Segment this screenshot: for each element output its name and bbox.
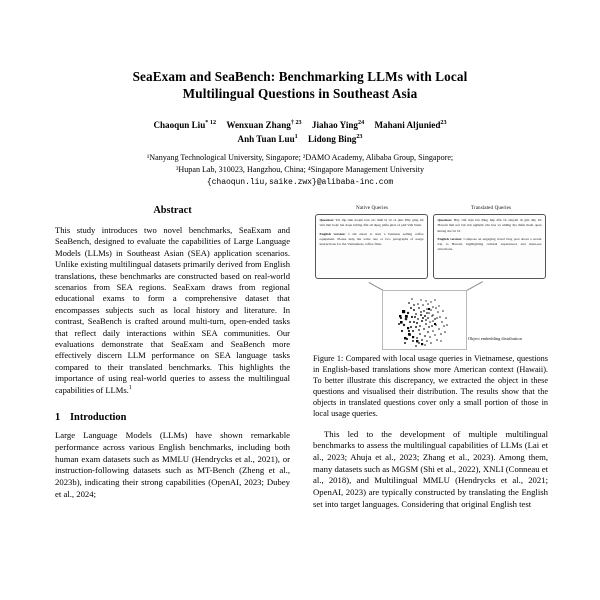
- abstract-heading: Abstract: [153, 205, 192, 216]
- right-column: [313, 205, 548, 510]
- figure-1-graphic: [313, 205, 548, 350]
- abstract-text: This study introduces two novel benchmarks, SeaExam and SeaBench, designed to evaluate the capabilities of Large Language Models (LLMs) in Southeast Asian (SEA) application scenarios. Unlike existing multilingual datasets primarily derived from English translations, these benchmarks are constructed based on real-world scenarios from SEA regions. SeaExam draws from regional educational exams to form a comprehensive dataset that encompasses subjects such as local history and literature. In contrast, SeaBench is crafted around multi-turn, open-ended tasks that reflect daily interactions within SEA communities. Our evaluations demonstrate that SeaExam and SeaBench more effectively discern LLM performance on SEA language tasks compared to their translated benchmarks. This highlights the importance of using real-world queries to assess the multilingual capabilities of LLMs.: [55, 225, 290, 395]
- figure-1-caption: [313, 354, 548, 420]
- author-name: Jiahao Ying: [311, 119, 358, 130]
- author-entry: [226, 120, 301, 130]
- section-heading-introduction: [55, 412, 290, 423]
- affiliation-line-2: ³Hupan Lab, 310023, Hangzhou, China; ⁴Singapore Management University: [175, 164, 424, 174]
- section-title: Introduction: [70, 412, 127, 424]
- author-entry: [312, 120, 364, 130]
- translated-question-label: Question:: [437, 218, 453, 222]
- abstract-body: [55, 225, 290, 396]
- author-entry: [308, 134, 362, 144]
- translated-question-text: Hãy viết một bài đăng hấp dẫn về chuyến đi gần đây tới Hawaii làm nổi bật trải nghiệm văn hóa và những địa điểm tham quan không thể bỏ lỡ.: [437, 218, 542, 233]
- author-name: Mahani Aljunied: [374, 119, 441, 130]
- paper-title-line-1: SeaExam and SeaBench: Benchmarking LLMs with Local: [132, 69, 468, 84]
- scatter-svg: [383, 291, 466, 349]
- author-affil-marks: † 23: [290, 118, 302, 126]
- author-line-1: [92, 118, 508, 132]
- abstract-footnote-marker: 1: [128, 384, 132, 391]
- author-name: Anh Tuan Luu: [237, 133, 295, 144]
- contact-email: {chaoqun.liu,saike.zwx}@alibaba-inc.com: [206, 177, 394, 187]
- translated-question: [438, 218, 542, 234]
- intro-paragraph-1: Large Language Models (LLMs) have shown remarkable performance across various English benchmarks, including both human exam datasets such as MMLU (Hendrycks et al., 2021), or instruction-following datasets such as MT-Bench (Zheng et al., 2023b), indicating their strong capabilities (OpenAI, 2023; Dubey et al., 2024;: [55, 430, 290, 499]
- native-english: [320, 232, 424, 248]
- author-line-2: [92, 132, 508, 146]
- author-entry: [238, 134, 298, 144]
- author-affil-marks: 24: [357, 118, 365, 126]
- title-block: [0, 0, 600, 188]
- abstract-paragraph: [55, 225, 290, 396]
- affiliations: [92, 152, 508, 188]
- author-entry: [153, 120, 216, 130]
- figure-1-caption-text: Compared with local usage queries in Vietnamese, questions in English-based translations show more American context (Hawaii). To better illustrate this discrepancy, we extracted the object in these questions and visualised their distribution. The results show that the objects in translated questions cover only a small portion of those in local usage queries.: [313, 354, 548, 418]
- author-name: Lidong Bing: [308, 133, 357, 144]
- author-affil-marks: 1: [294, 132, 298, 140]
- object-embedding-scatter: [382, 290, 467, 350]
- native-question: [320, 218, 424, 229]
- affiliation-line-1: ¹Nanyang Technological University, Singapore; ²DAMO Academy, Alibaba Group, Singapore;: [146, 153, 454, 163]
- author-name: Wenxuan Zhang: [226, 119, 291, 130]
- native-question-text: Tôi sắp tính doanh bán các thiết bị về cà phê. Hãy giúp tôi viết một hoặc hai đoạn hướng dẫn sử dụng phễu phói cà phê Việt Nam.: [319, 218, 424, 228]
- translated-query-box: [433, 214, 546, 279]
- author-list: [92, 118, 508, 146]
- translated-queries-header: Translated Queries: [470, 205, 512, 211]
- translated-english: [438, 237, 542, 253]
- author-affil-marks: * 12: [205, 118, 217, 126]
- native-english-label: English version:: [319, 231, 346, 236]
- two-column-body: [0, 205, 600, 510]
- left-column: [55, 205, 290, 510]
- page-title: [92, 68, 508, 103]
- scatter-caption: Object embedding distribution: [468, 336, 522, 341]
- author-name: Chaoqun Liu: [153, 119, 206, 130]
- native-queries-header: Native Queries: [355, 205, 389, 211]
- native-english-text: I am about to start a business selling coffee equipment. Please help me write one or two paragraphs of usage instructions for the Vietnamese coffee filter.: [319, 231, 424, 247]
- paper-title-line-2: Multilingual Questions in Southeast Asia: [182, 86, 418, 102]
- author-affil-marks: 23: [440, 118, 447, 126]
- author-affil-marks: 23: [356, 132, 363, 140]
- section-number: 1: [55, 412, 61, 424]
- right-column-paragraph-1: This led to the development of multiple multilingual benchmarks to assess the multilingual capabilities of LLMs (Lai et al., 2023; Ahuja et al., 2023; Zhang et al., 2023). Among them, many datasets such as MGSM (Shi et al., 2022), XNLI (Conneau et al., 2018), and Multilingual MMLU (Hendrycks et al., 2021; OpenAI, 2023) are typically constructed by translating the English set into target languages. Considering that original English test: [313, 428, 548, 509]
- translated-english-label: English version:: [437, 236, 463, 241]
- translated-english-text: Compose an engaging travel blog post about a recent trip to Hawaii, highlighting cultural experiences and must-see attractions.: [437, 236, 542, 252]
- native-query-box: [315, 214, 428, 279]
- figure-1: [313, 205, 548, 420]
- native-question-label: Question:: [319, 218, 335, 222]
- author-entry: [374, 120, 446, 130]
- figure-1-label: Figure 1:: [313, 354, 344, 363]
